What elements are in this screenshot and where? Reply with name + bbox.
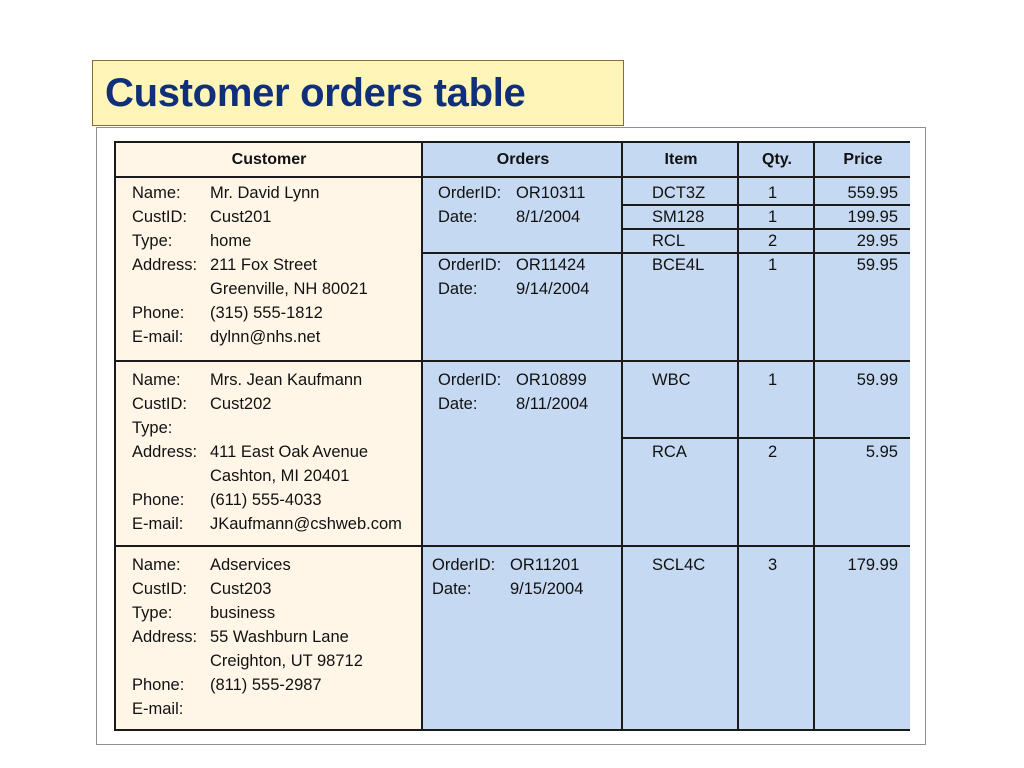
col-divider-customer [421, 143, 423, 729]
order-item: RCA [652, 443, 687, 461]
row-divider-1 [116, 360, 910, 362]
item-divider-2a [622, 437, 910, 439]
label-address: Address: [132, 256, 198, 274]
label-orderid: OrderID: [438, 256, 502, 274]
customer-address-line2: Cashton, MI 20401 [210, 467, 350, 485]
label-type: Type: [132, 232, 173, 250]
order-qty: 1 [768, 371, 778, 389]
label-date: Date: [432, 580, 472, 598]
order-id: OR10899 [516, 371, 587, 389]
customer-type: home [210, 232, 252, 250]
customer-phone: (315) 555-1812 [210, 304, 323, 322]
customer-email: JKaufmann@cshweb.com [210, 515, 402, 533]
label-date: Date: [438, 280, 478, 298]
customer-custid: Cust202 [210, 395, 272, 413]
customer-custid: Cust203 [210, 580, 272, 598]
customer-email: dylnn@nhs.net [210, 328, 321, 346]
order-item: SCL4C [652, 556, 706, 574]
row-divider-2 [116, 545, 910, 547]
title-box [92, 60, 624, 126]
order-price: 29.95 [856, 232, 898, 250]
customer-name: Mr. David Lynn [210, 184, 320, 202]
col-divider-qty [813, 143, 815, 729]
customer-address-line1: 211 Fox Street [210, 256, 318, 274]
customer-name: Adservices [210, 556, 291, 574]
label-phone: Phone: [132, 304, 185, 322]
order-id: OR11201 [510, 556, 580, 574]
order-qty: 1 [768, 256, 778, 274]
label-phone: Phone: [132, 491, 185, 509]
order-date: 9/15/2004 [510, 580, 584, 598]
label-type: Type: [132, 419, 173, 437]
order-price: 59.95 [856, 256, 898, 274]
label-name: Name: [132, 371, 181, 389]
order-item: BCE4L [652, 256, 705, 274]
col-divider-item [737, 143, 739, 729]
col-divider-orders [621, 143, 623, 729]
label-type: Type: [132, 604, 173, 622]
order-item: DCT3Z [652, 184, 706, 202]
customer-custid: Cust201 [210, 208, 272, 226]
order-id: OR11424 [516, 256, 586, 274]
customer-address-line2: Greenville, NH 80021 [210, 280, 368, 298]
header-customer: Customer [231, 151, 307, 168]
order-price: 5.95 [865, 443, 898, 461]
label-email: E-mail: [132, 515, 184, 533]
label-date: Date: [438, 395, 478, 413]
order-qty: 3 [768, 556, 778, 574]
customer-type: business [210, 604, 276, 622]
label-orderid: OrderID: [438, 184, 502, 202]
order-item: WBC [652, 371, 691, 389]
order-qty: 2 [768, 232, 778, 250]
label-custid: CustID: [132, 395, 188, 413]
label-custid: CustID: [132, 208, 188, 226]
label-address: Address: [132, 628, 198, 646]
order-qty: 1 [768, 208, 778, 226]
order-item: SM128 [652, 208, 705, 226]
order-qty: 2 [768, 443, 778, 461]
order-date: 9/14/2004 [516, 280, 590, 298]
label-address: Address: [132, 443, 198, 461]
header-orders: Orders [496, 151, 550, 168]
customer-phone: (611) 555-4033 [210, 491, 322, 509]
label-orderid: OrderID: [438, 371, 502, 389]
customer-address-line2: Creighton, UT 98712 [210, 652, 363, 670]
page-title: Customer orders table [105, 71, 526, 115]
orders-table [114, 141, 910, 731]
header-price: Price [843, 151, 883, 168]
customer-address-line1: 55 Washburn Lane [210, 628, 349, 646]
customer-phone: (811) 555-2987 [210, 676, 322, 694]
order-date: 8/11/2004 [516, 395, 589, 413]
order-item: RCL [652, 232, 686, 250]
header-qty: Qty. [762, 151, 792, 168]
label-email: E-mail: [132, 700, 184, 718]
header-divider [116, 176, 910, 178]
header-item: Item [664, 151, 698, 168]
customer-address-line1: 411 East Oak Avenue [210, 443, 369, 461]
order-qty: 1 [768, 184, 778, 202]
label-name: Name: [132, 556, 181, 574]
label-custid: CustID: [132, 580, 188, 598]
order-price: 199.95 [847, 208, 898, 226]
label-phone: Phone: [132, 676, 185, 694]
customer-name: Mrs. Jean Kaufmann [210, 371, 363, 389]
label-email: E-mail: [132, 328, 184, 346]
order-date: 8/1/2004 [516, 208, 581, 226]
order-id: OR10311 [516, 184, 586, 202]
order-price: 179.99 [847, 556, 898, 574]
order-price: 559.95 [847, 184, 898, 202]
label-orderid: OrderID: [432, 556, 496, 574]
order-price: 59.99 [856, 371, 898, 389]
label-name: Name: [132, 184, 181, 202]
label-date: Date: [438, 208, 478, 226]
